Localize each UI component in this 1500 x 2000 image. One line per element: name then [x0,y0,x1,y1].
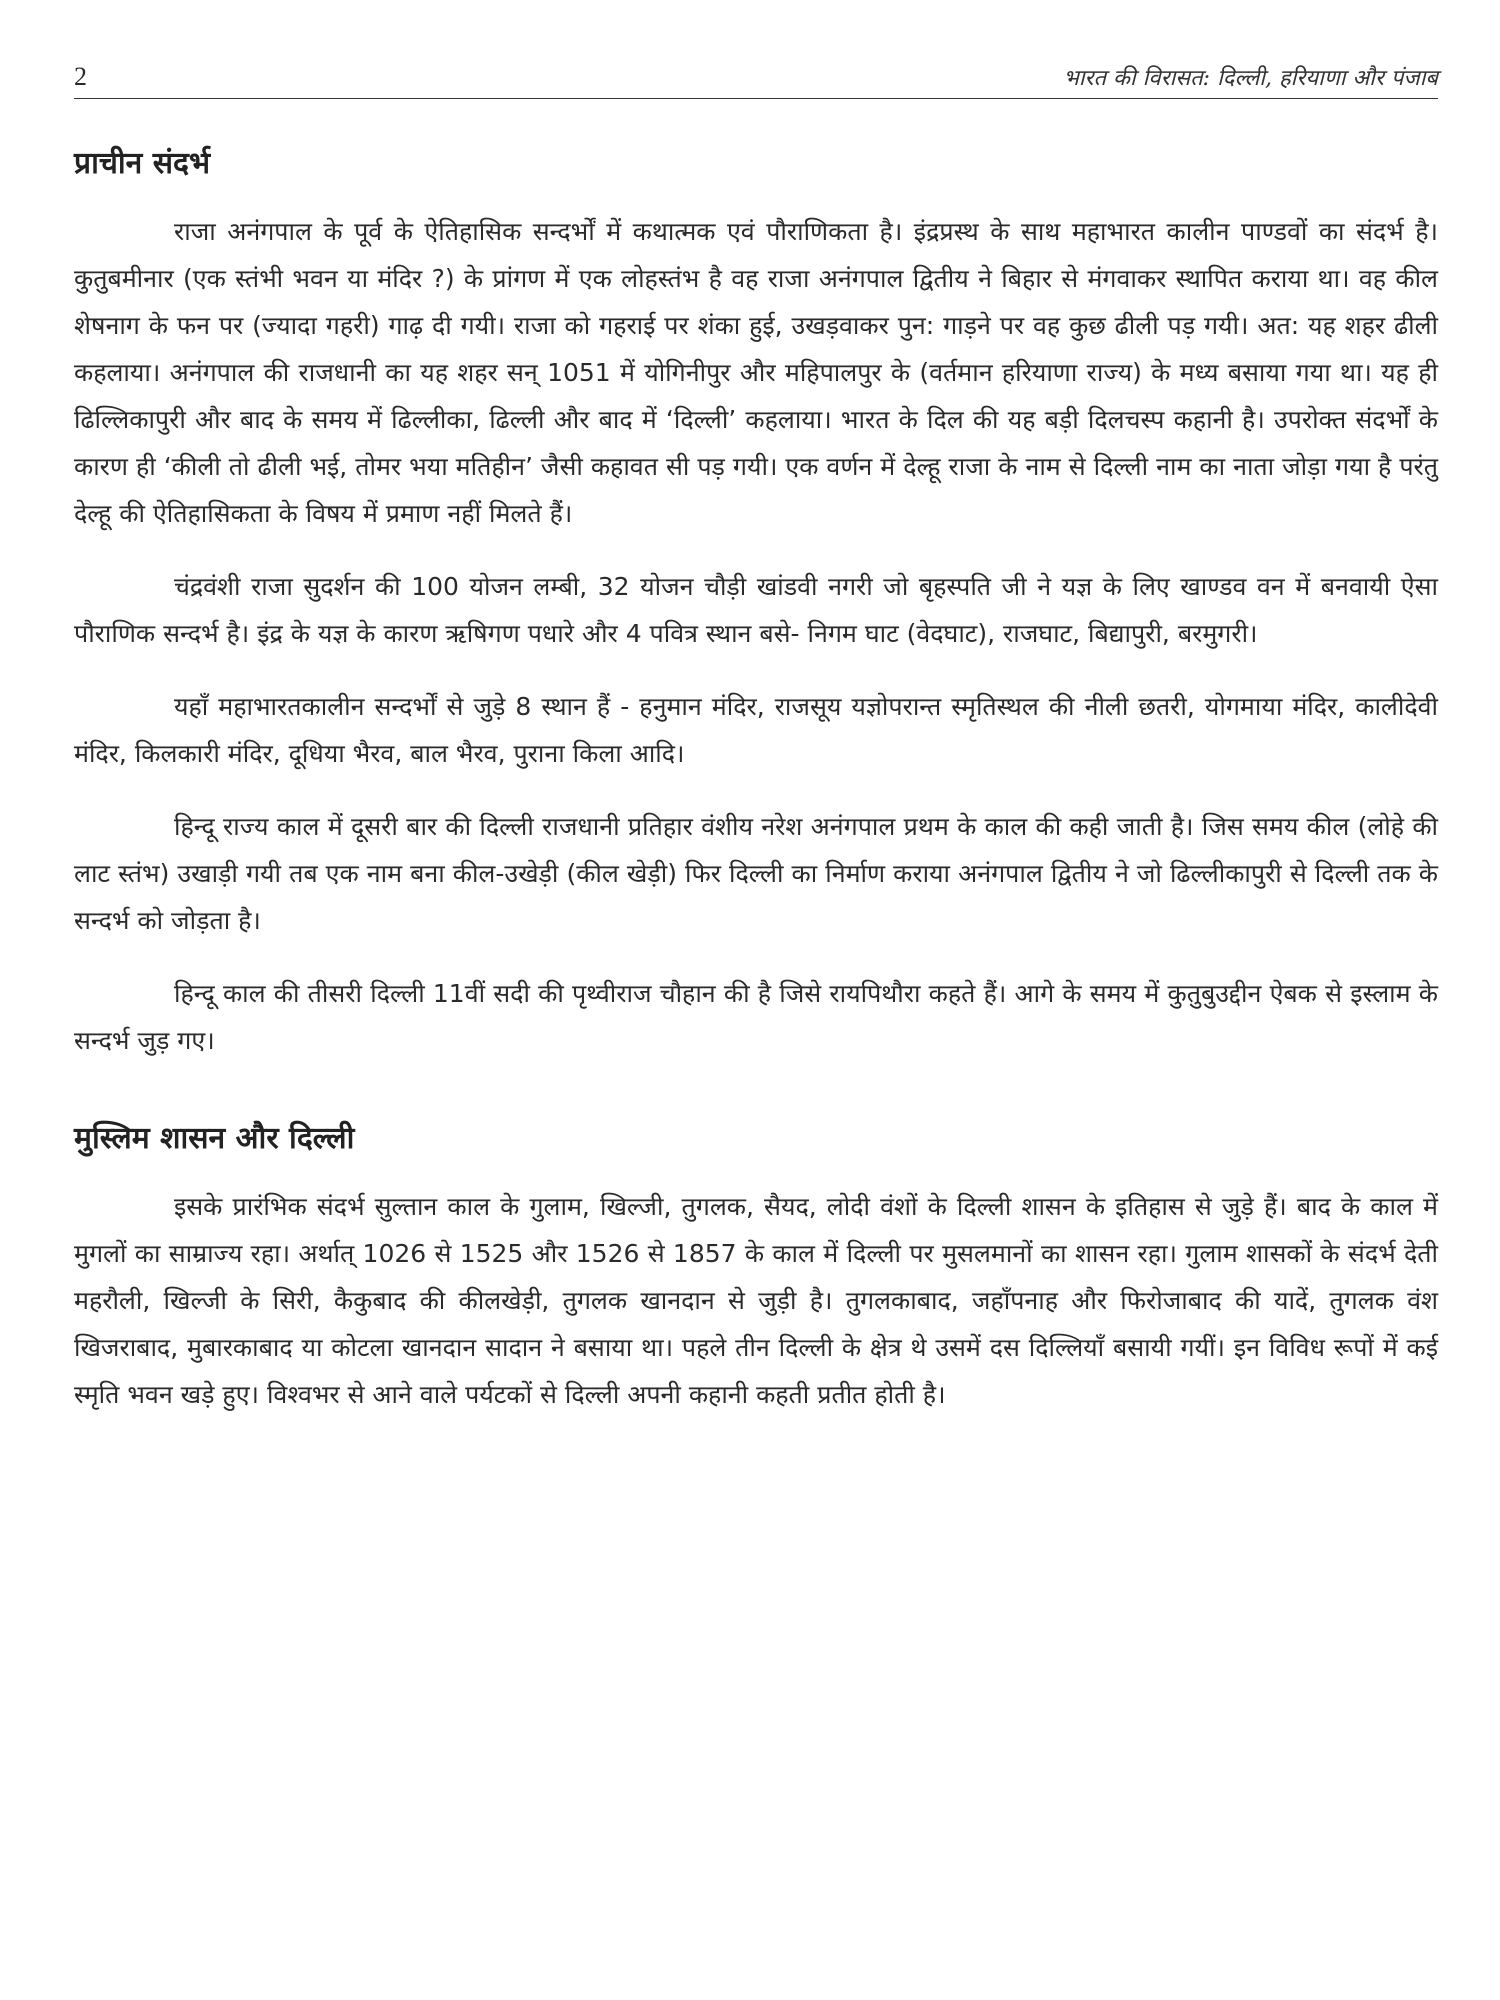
paragraph-mahabharata-sites: यहाँ महाभारतकालीन सन्दर्भों से जुड़े 8 स्थान हैं - हनुमान मंदिर, राजसूय यज्ञोपरान्त स्मृतिस्थल की नीली छतरी, योगमाया मंदिर, कालीदेवी मंदिर, किलकारी मंदिर, दूधिया भैरव, बाल भैरव, पुराना किला आदि। [74,692,1438,768]
section-heading-ancient-references: प्राचीन संदर्भ [74,146,211,181]
paragraph-second-delhi: हिन्दू राज्य काल में दूसरी बार की दिल्ली राजधानी प्रतिहार वंशीय नरेश अनंगपाल प्रथम के काल की कही जाती है। जिस समय कील (लोहे की लाट स्तंभ) उखाड़ी गयी तब एक नाम बना कील-उखेड़ी (कील खेड़ी) फिर दिल्ली का निर्माण कराया अनंगपाल द्वितीय ने जो ढिल्लीकापुरी से दिल्ली तक के सन्दर्भ को जोड़ता है। [74,812,1438,935]
page-header [74,50,1438,99]
paragraph-anangpal-history: राजा अनंगपाल के पूर्व के ऐतिहासिक सन्दर्भों में कथात्मक एवं पौराणिकता है। इंद्रप्रस्थ के साथ महाभारत कालीन पाण्डवों का संदर्भ है। कुतुबमीनार (एक स्तंभी भवन या मंदिर ?) के प्रांगण में एक लोहस्तंभ है वह राजा अनंगपाल द्वितीय ने बिहार से मंगवाकर स्थापित कराया था। वह कील शेषनाग के फन पर (ज्यादा गहरी) गाढ़ दी गयी। राजा को गहराई पर शंका हुई, उखड़वाकर पुन: गाड़ने पर वह कुछ ढीली पड़ गयी। अत: यह शहर ढीली कहलाया। अनंगपाल की राजधानी का यह शहर सन् 1051 में योगिनीपुर और महिपालपुर के (वर्तमान हरियाणा राज्य) के मध्य बसाया गया था। यह ही ढिल्लिकापुरी और बाद के समय में ढिल्लीका, ढिल्ली और बाद में ‘दिल्ली’ कहलाया। भारत के दिल की यह बड़ी दिलचस्प कहानी है। उपरोक्त संदर्भों के कारण ही ‘कीली तो ढीली भई, तोमर भया मतिहीन’ जैसी कहावत सी पड़ गयी। एक वर्णन में देल्हू राजा के नाम से दिल्ली नाम का नाता जोड़ा गया है परंतु देल्हू की ऐतिहासिकता के विषय में प्रमाण नहीं मिलते हैं। [74,217,1438,528]
paragraph-sultanate-delhi: इसके प्रारंभिक संदर्भ सुल्तान काल के गुलाम, खिल्जी, तुगलक, सैयद, लोदी वंशों के दिल्ली शासन के इतिहास से जुड़े हैं। बाद के काल में मुगलों का साम्राज्य रहा। अर्थात् 1026 से 1525 और 1526 से 1857 के काल में दिल्ली पर मुसलमानों का शासन रहा। गुलाम शासकों के संदर्भ देती महरौली, खिल्जी के सिरी, कैकुबाद की कीलखेड़ी, तुगलक खानदान से जुड़ी है। तुगलकाबाद, जहाँपनाह और फिरोजाबाद की यादें, तुगलक वंश खिजराबाद, मुबारकाबाद या कोटला खानदान सादान ने बसाया था। पहले तीन दिल्ली के क्षेत्र थे उसमें दस दिल्लियाँ बसायी गयीं। इन विविध रूपों में कई स्मृति भवन खड़े हुए। विश्वभर से आने वाले पर्यटकों से दिल्ली अपनी कहानी कहती प्रतीत होती है। [74,1192,1438,1409]
page-number: 2 [74,62,87,91]
paragraph-khandavi-nagari: चंद्रवंशी राजा सुदर्शन की 100 योजन लम्बी, 32 योजन चौड़ी खांडवी नगरी जो बृहस्पति जी ने यज्ञ के लिए खाण्डव वन में बनवायी ऐसा पौराणिक सन्दर्भ है। इंद्र के यज्ञ के कारण ऋषिगण पधारे और 4 पवित्र स्थान बसे- निगम घाट (वेदघाट), राजघाट, बिद्यापुरी, बरमुगरी। [74,572,1438,648]
document-page [74,50,1438,1418]
running-title: भारत की विरासत: दिल्ली, हरियाणा और पंजाब [1063,66,1438,91]
section-heading-muslim-rule: मुस्लिम शासन और दिल्ली [74,1121,355,1156]
paragraph-third-delhi: हिन्दू काल की तीसरी दिल्ली 11वीं सदी की पृथ्वीराज चौहान की है जिसे रायपिथौरा कहते हैं। आगे के समय में कुतुबुउद्दीन ऐबक से इस्लाम के सन्दर्भ जुड़ गए। [74,979,1438,1055]
